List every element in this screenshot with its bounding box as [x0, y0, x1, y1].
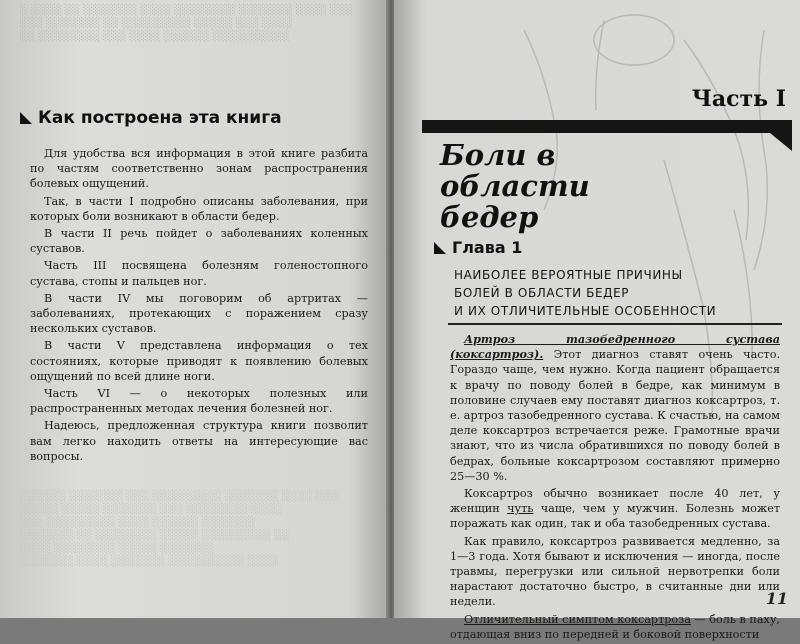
bleed-through-text: ░░░░░░ ░░░░░░░ ░░░ ░░░░░░░░░ ░░░░░░░ ░░░░ ░░░ ░░░░░ ░░░░░ ░░░░░░░ ░░░ ░░░░░░░░ ░░░░ ░░░ ░░░░░░░░░ ░░░░ ░░░░░░ ░░░░░░░ ░░░░░░░ ░░ ░░░░░░░░ ░░░░░ ░░░░░░░░░ ░░ ░░░░ ░░░░░░░░ ░░░░░ ░░░░░░░ ░░░░░░░ ░░░░ ░░░░░░░ ░░░░░░░░░░ ░░░░ [20, 491, 339, 567]
paragraph: Как правило, коксартроз развивается медленно, за 1—3 года. Хотя бывают и исключения — иногда, после травмы, перегрузки или сильной нервотрепки боли нарастают достаточно быстро, в считанные дни или недели. [450, 534, 780, 609]
paragraph: Так, в части I подробно описаны заболевания, при которых боли возникают в области бедер. [30, 194, 368, 223]
paragraph: В части II речь пойдет о заболеваниях коленных суставов. [30, 227, 368, 256]
paragraph: Надеюсь, предложенная структура книги позволит вам легко находить ответы на интересующие вас вопросы. [30, 419, 368, 463]
paragraph: Часть III посвящена болезням голеностопного сустава, стопы и пальцев ног. [30, 259, 368, 288]
paragraph: Коксартроз обычно возникает после 40 лет, у женщин чуть чаще, чем у мужчин. Болезнь может поражать как один, так и оба тазобедренных сустава. [450, 487, 781, 531]
main-title: Боли в области бедер [440, 138, 590, 234]
paragraph: В части V представлена информация о тех состояниях, которые приводят к появлению болевых ощущений по всей длине ноги. [30, 339, 368, 383]
paragraph: Артроз тазобедренного сустава (коксартроз). Этот диагноз ставят очень часто. Гораздо чаще, чем нужно. Когда пациент обращается к врачу по поводу болей в бедре, как минимум в половине случаев ему поставят диагноз коксартроз, т. е. артроз тазобедренного сустава. К счастью, на самом деле коксартроз встречается реже. Грамотные врачи знают, что из числа обратившихся по поводу болей в бедрах, больные коксартрозом составляют примерно 25—30 %. [450, 332, 780, 483]
part-bar-triangle [770, 133, 792, 151]
part-title: Часть I [691, 86, 786, 112]
paragraph: Отличительный симптом коксартроза — боль в паху, отдающая вниз по передней и боковой поверхности [450, 612, 780, 641]
right-body-text [450, 332, 780, 644]
paragraph: В части IV мы поговорим об артритах — заболеваниях, протекающих с поражением сразу нескольких суставов. [30, 291, 368, 336]
right-page [394, 0, 800, 641]
chapter-subtitle-line: И ИХ ОТЛИЧИТЕЛЬНЫЕ ОСОБЕННОСТИ [454, 304, 717, 318]
page-number: 11 [765, 589, 788, 608]
chapter-rule [448, 323, 782, 325]
chapter-subtitle-line: НАИБОЛЕЕ ВЕРОЯТНЫЕ ПРИЧИНЫ [454, 268, 683, 282]
chapter-subtitle [454, 266, 716, 320]
chapter-heading-text: Глава 1 [452, 238, 523, 257]
term-koksartroz: Артроз тазобедренного сустава (коксартроз). [450, 332, 780, 362]
paragraph: Для удобства вся информация в этой книге разбита по частям соответственно зонам распространения болевых ощущений. [30, 147, 368, 191]
heading-triangle-icon [434, 242, 446, 254]
bleed-through-text: ░ ░░░░ ░░ ░░░░░░░ ░░░░ ░░░░░░░░ ░░░░░░░ ░░░░ ░░░ ░░░ ░░░░░░░ ░░ ░░░░░░░░░ ░░░░░ ░░░ ░░░░ ░░ ░░░░░░░░ ░░░ ░░░░ ░░░░░░ ░░░░░░░░░░ [20, 5, 354, 42]
section-heading [20, 108, 282, 128]
left-body-text [30, 146, 368, 466]
left-page [0, 0, 388, 618]
chapter-subtitle-line: БОЛЕЙ В ОБЛАСТИ БЕДЕР [454, 286, 630, 300]
section-heading-text: Как построена эта книга [38, 108, 282, 128]
part-bar [422, 120, 792, 133]
paragraph: Часть VI — о некоторых полезных или распространенных методах лечения болезней ног. [30, 387, 368, 416]
heading-triangle-icon [20, 112, 32, 124]
chapter-heading [434, 238, 522, 257]
